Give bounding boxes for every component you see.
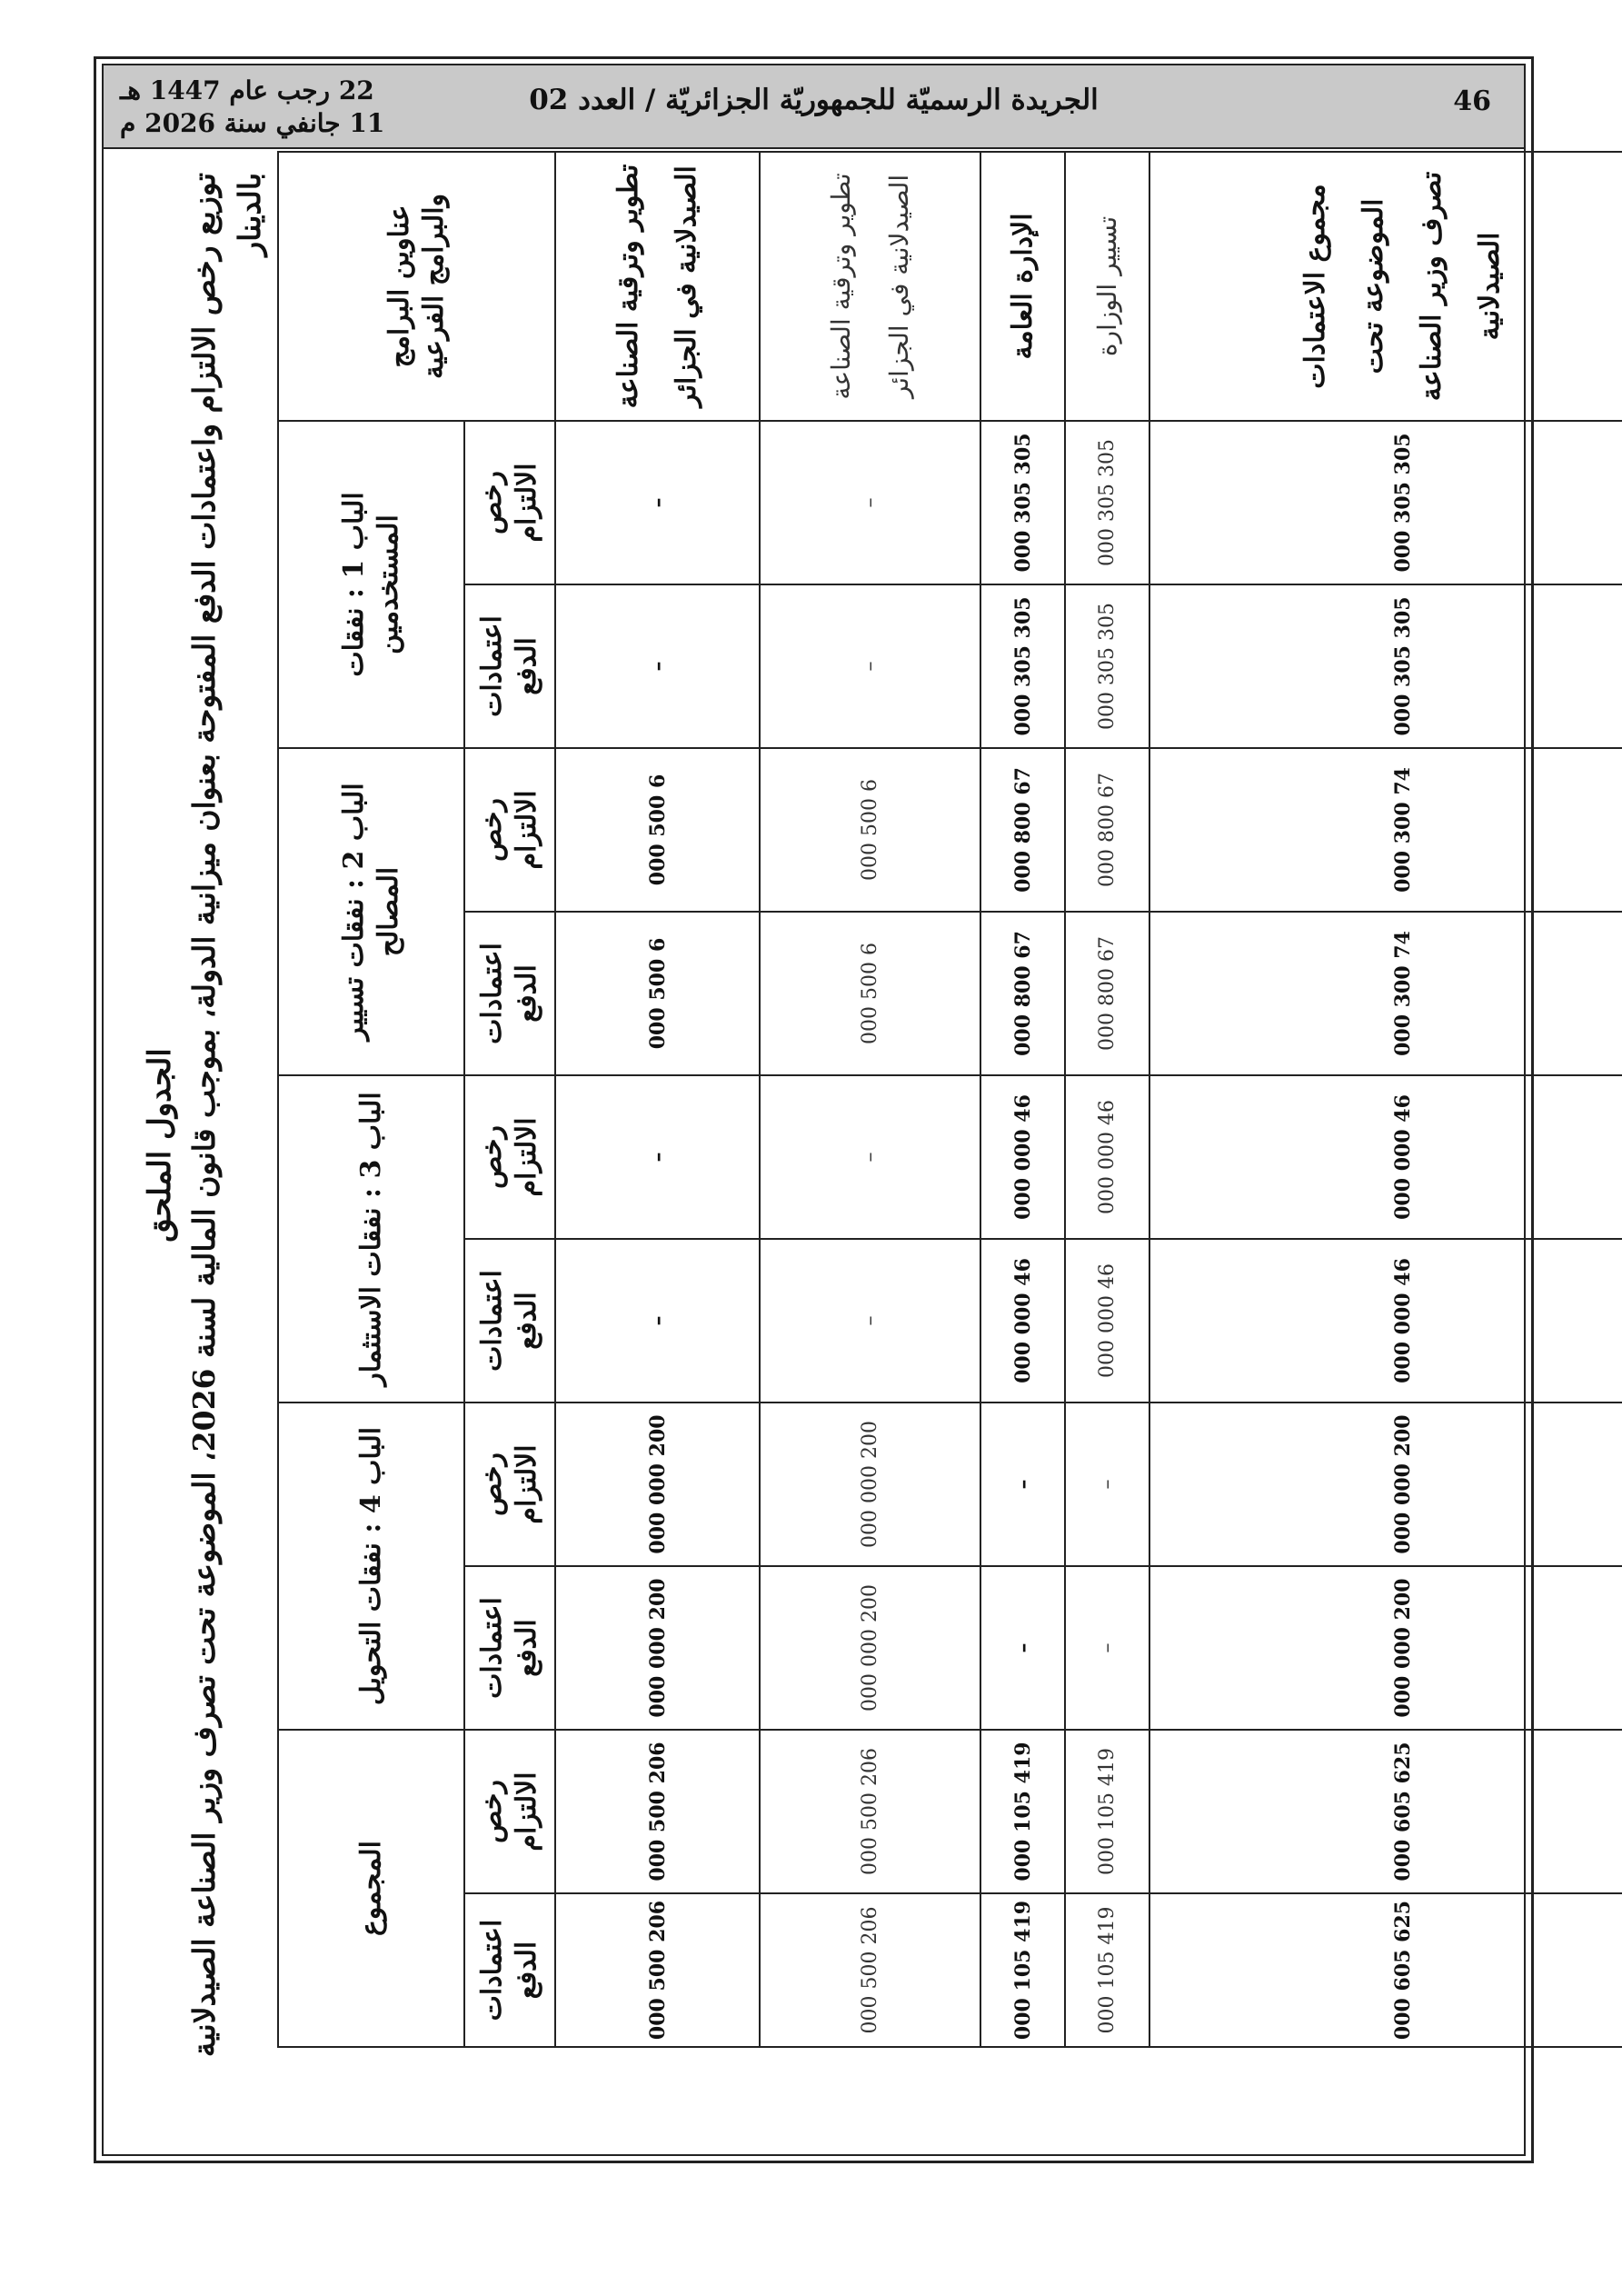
value-cell: 200 000 000 xyxy=(555,1403,760,1566)
page-number: 46 xyxy=(1453,85,1491,117)
value-cell: 305 305 000 xyxy=(1065,421,1149,584)
value-cell: – xyxy=(980,1403,1065,1566)
value-cell: 6 500 000 xyxy=(555,912,760,1075)
value-cell: – xyxy=(760,1239,980,1403)
value-cell: – xyxy=(555,1239,760,1403)
value-cell: 200 000 000 xyxy=(555,1566,760,1730)
value-cell: 206 500 000 xyxy=(760,1893,980,2047)
value-cell: 625 605 000 xyxy=(1149,1730,1622,1893)
program-label: تطوير وترقية الصناعة الصيدلانية في الجزائر xyxy=(760,152,980,421)
subheader-cp: اعتمادات الدفع xyxy=(464,1239,555,1403)
group-header-title2: الباب 2 : نفقات تسيير المصالح xyxy=(278,748,464,1075)
table-row xyxy=(555,152,760,2047)
program-label: الإدارة العامة xyxy=(980,152,1065,421)
currency-note: بالدينار xyxy=(232,173,267,256)
value-cell: 46 000 000 xyxy=(980,1239,1065,1403)
value-cell: 305 305 000 xyxy=(1149,584,1622,748)
gregorian-date: 11 جانفي سنة 2026 م xyxy=(120,108,385,138)
subheader-cp: اعتمادات الدفع xyxy=(464,912,555,1075)
value-cell: – xyxy=(555,421,760,584)
value-cell: 419 105 000 xyxy=(1065,1893,1149,2047)
value-cell: 200 000 000 xyxy=(1149,1403,1622,1566)
table-row xyxy=(760,152,980,2047)
value-cell: 305 305 000 xyxy=(1149,421,1622,584)
value-cell: 46 000 000 xyxy=(1065,1239,1149,1403)
annex-title: الجدول الملحق xyxy=(142,1048,178,1243)
subheader-ae: رخص الالتزام xyxy=(464,748,555,912)
value-cell: – xyxy=(555,1075,760,1239)
value-cell: – xyxy=(555,584,760,748)
value-cell: 46 000 000 xyxy=(1065,1075,1149,1239)
value-cell: 46 000 000 xyxy=(1149,1075,1622,1239)
value-cell: 46 000 000 xyxy=(1149,1239,1622,1403)
subheader-cp: اعتمادات الدفع xyxy=(464,1566,555,1730)
value-cell: – xyxy=(760,421,980,584)
value-cell: 305 305 000 xyxy=(980,584,1065,748)
value-cell: 305 305 000 xyxy=(1065,584,1149,748)
value-cell: 6 500 000 xyxy=(760,912,980,1075)
value-cell: 67 800 000 xyxy=(980,912,1065,1075)
value-cell: – xyxy=(1065,1403,1149,1566)
value-cell: 6 500 000 xyxy=(760,748,980,912)
group-header-title1: الباب 1 : نفقات المستخدمين xyxy=(278,421,464,748)
value-cell: 206 500 000 xyxy=(760,1730,980,1893)
value-cell: 67 800 000 xyxy=(1065,748,1149,912)
hijri-date: 22 رجب عام 1447 هـ xyxy=(120,75,374,105)
value-cell: 46 000 000 xyxy=(980,1075,1065,1239)
value-cell: 305 305 000 xyxy=(980,421,1065,584)
annex-subtitle: توزيع رخص الالتزام واعتمادات الدفع المفتوحة بعنوان ميزانية الدولة، بموجب قانون المالية لسنة 2026، الموضوعة تحت تصرف وزير الصناعة الصيدلانية xyxy=(186,173,222,2058)
value-cell: – xyxy=(980,1566,1065,1730)
subheader-ae: رخص الالتزام xyxy=(464,1075,555,1239)
group-header-title3: الباب 3 : نفقات الاستثمار xyxy=(278,1075,464,1403)
value-cell: 625 605 000 xyxy=(1149,1893,1622,2047)
annex-title-block xyxy=(141,173,270,2118)
program-column-header: عناوين البرامج والبرامج الفرعية xyxy=(278,152,555,421)
table-row xyxy=(1065,152,1149,2047)
value-cell: 74 300 000 xyxy=(1149,748,1622,912)
group-header-total: المجموع xyxy=(278,1730,464,2047)
subheader-ae: رخص الالتزام xyxy=(464,1403,555,1566)
program-label: تطوير وترقية الصناعة الصيدلانية في الجزائر xyxy=(555,152,760,421)
issue-dates xyxy=(120,75,384,140)
value-cell: 206 500 000 xyxy=(555,1893,760,2047)
value-cell: 419 105 000 xyxy=(1065,1730,1149,1893)
value-cell: – xyxy=(760,584,980,748)
table-row xyxy=(980,152,1065,2047)
value-cell: 206 500 000 xyxy=(555,1730,760,1893)
value-cell: 67 800 000 xyxy=(980,748,1065,912)
subheader-ae: رخص الالتزام xyxy=(464,421,555,584)
value-cell: 74 300 000 xyxy=(1149,912,1622,1075)
subheader-ae: رخص الالتزام xyxy=(464,1730,555,1893)
subheader-cp: اعتمادات الدفع xyxy=(464,584,555,748)
value-cell: – xyxy=(760,1075,980,1239)
gazette-header xyxy=(104,65,1524,149)
value-cell: 200 000 000 xyxy=(760,1403,980,1566)
budget-table xyxy=(277,151,1622,2048)
value-cell: 419 105 000 xyxy=(980,1893,1065,2047)
value-cell: 67 800 000 xyxy=(1065,912,1149,1075)
program-label: مجموع الاعتمادات الموضوعة تحت تصرف وزير الصناعة الصيدلانية xyxy=(1149,152,1622,421)
program-label: تسيير الوزارة xyxy=(1065,152,1149,421)
value-cell: 200 000 000 xyxy=(1149,1566,1622,1730)
value-cell: 200 000 000 xyxy=(760,1566,980,1730)
value-cell: – xyxy=(1065,1566,1149,1730)
subheader-cp: اعتمادات الدفع xyxy=(464,1893,555,2047)
rotated-annex xyxy=(141,145,1506,2145)
group-header-title4: الباب 4 : نفقات التحويل xyxy=(278,1403,464,1730)
value-cell: 6 500 000 xyxy=(555,748,760,912)
value-cell: 419 105 000 xyxy=(980,1730,1065,1893)
table-row-total xyxy=(1149,152,1622,2047)
gazette-title: الجريدة الرسميّة للجمهوريّة الجزائريّة / العدد 02 xyxy=(529,84,1099,116)
